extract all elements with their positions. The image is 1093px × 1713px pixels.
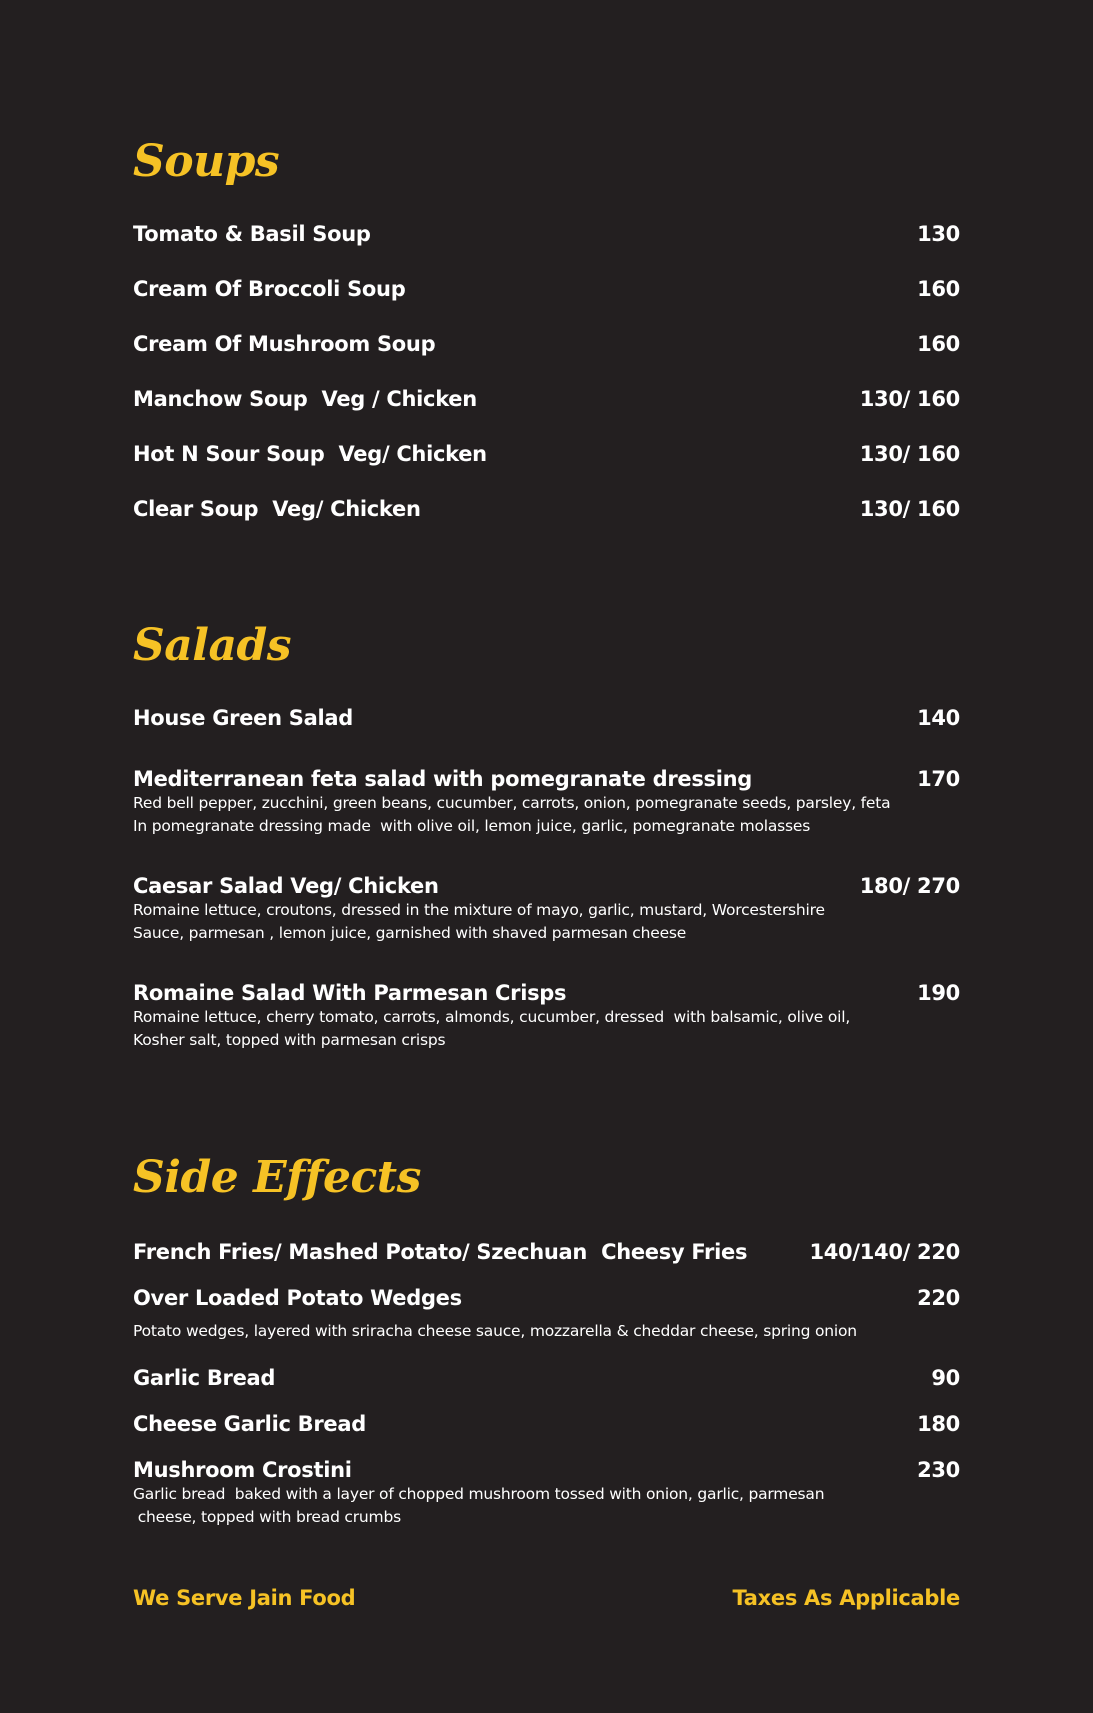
item-price: 130/ 160 <box>859 442 960 466</box>
menu-item <box>133 874 960 945</box>
item-name: Mushroom Crostini <box>133 1458 352 1482</box>
item-price: 140/140/ 220 <box>809 1240 960 1264</box>
taxes-note: Taxes As Applicable <box>732 1586 960 1610</box>
section-title-salads: Salads <box>133 620 292 671</box>
menu-item <box>133 767 960 838</box>
menu-item <box>133 706 960 730</box>
menu-item <box>133 1240 960 1264</box>
item-name: Garlic Bread <box>133 1366 276 1390</box>
item-description <box>133 1006 893 1052</box>
item-price: 140 <box>917 706 960 730</box>
item-name: Over Loaded Potato Wedges <box>133 1286 462 1310</box>
item-name: Tomato & Basil Soup <box>133 222 371 246</box>
menu-item <box>133 222 960 246</box>
item-name: Caesar Salad Veg/ Chicken <box>133 874 439 898</box>
item-name: Manchow Soup Veg / Chicken <box>133 387 477 411</box>
description-line: Potato wedges, layered with sriracha cheese sauce, mozzarella & cheddar cheese, spring onion <box>133 1322 857 1340</box>
description-line: Kosher salt, topped with parmesan crisps <box>133 1031 446 1049</box>
description-line: Romaine lettuce, cherry tomato, carrots, almonds, cucumber, dressed with balsamic, olive oil, <box>133 1008 851 1026</box>
menu-item <box>133 387 960 411</box>
item-name: Romaine Salad With Parmesan Crisps <box>133 981 567 1005</box>
description-line: In pomegranate dressing made with olive oil, lemon juice, garlic, pomegranate molasses <box>133 817 811 835</box>
menu-item <box>133 277 960 301</box>
item-price: 130/ 160 <box>859 497 960 521</box>
menu-item <box>133 442 960 466</box>
description-line: Sauce, parmesan , lemon juice, garnished with shaved parmesan cheese <box>133 924 687 942</box>
item-price: 160 <box>917 332 960 356</box>
item-price: 180/ 270 <box>859 874 960 898</box>
item-price: 130 <box>917 222 960 246</box>
section-title-soups: Soups <box>133 136 280 187</box>
description-line: Red bell pepper, zucchini, green beans, cucumber, carrots, onion, pomegranate seeds, parsley, feta <box>133 794 891 812</box>
description-line: cheese, topped with bread crumbs <box>133 1508 401 1526</box>
item-name: Hot N Sour Soup Veg/ Chicken <box>133 442 487 466</box>
menu-item <box>133 981 960 1052</box>
item-description <box>133 899 893 945</box>
item-name: House Green Salad <box>133 706 353 730</box>
item-price: 180 <box>917 1412 960 1436</box>
item-name: Cream Of Mushroom Soup <box>133 332 436 356</box>
item-price: 230 <box>917 1458 960 1482</box>
item-description <box>133 1483 893 1529</box>
menu-item <box>133 332 960 356</box>
menu-item <box>133 1366 960 1390</box>
item-description <box>133 1320 893 1343</box>
item-price: 90 <box>931 1366 960 1390</box>
menu-item <box>133 1286 960 1343</box>
description-line: Garlic bread baked with a layer of chopped mushroom tossed with onion, garlic, parmesan <box>133 1485 825 1503</box>
item-name: Cream Of Broccoli Soup <box>133 277 406 301</box>
item-name: French Fries/ Mashed Potato/ Szechuan Cheesy Fries <box>133 1240 748 1264</box>
menu-item <box>133 1458 960 1529</box>
item-price: 160 <box>917 277 960 301</box>
item-price: 220 <box>917 1286 960 1310</box>
menu-item <box>133 497 960 521</box>
jain-food-note: We Serve Jain Food <box>133 1586 356 1610</box>
description-line: Romaine lettuce, croutons, dressed in the mixture of mayo, garlic, mustard, Worcestershire <box>133 901 825 919</box>
item-name: Mediterranean feta salad with pomegranate dressing <box>133 767 753 791</box>
item-description <box>133 792 893 838</box>
item-name: Cheese Garlic Bread <box>133 1412 366 1436</box>
item-name: Clear Soup Veg/ Chicken <box>133 497 421 521</box>
item-price: 190 <box>917 981 960 1005</box>
menu-item <box>133 1412 960 1436</box>
item-price: 170 <box>917 767 960 791</box>
item-price: 130/ 160 <box>859 387 960 411</box>
section-title-side-effects: Side Effects <box>133 1152 421 1203</box>
